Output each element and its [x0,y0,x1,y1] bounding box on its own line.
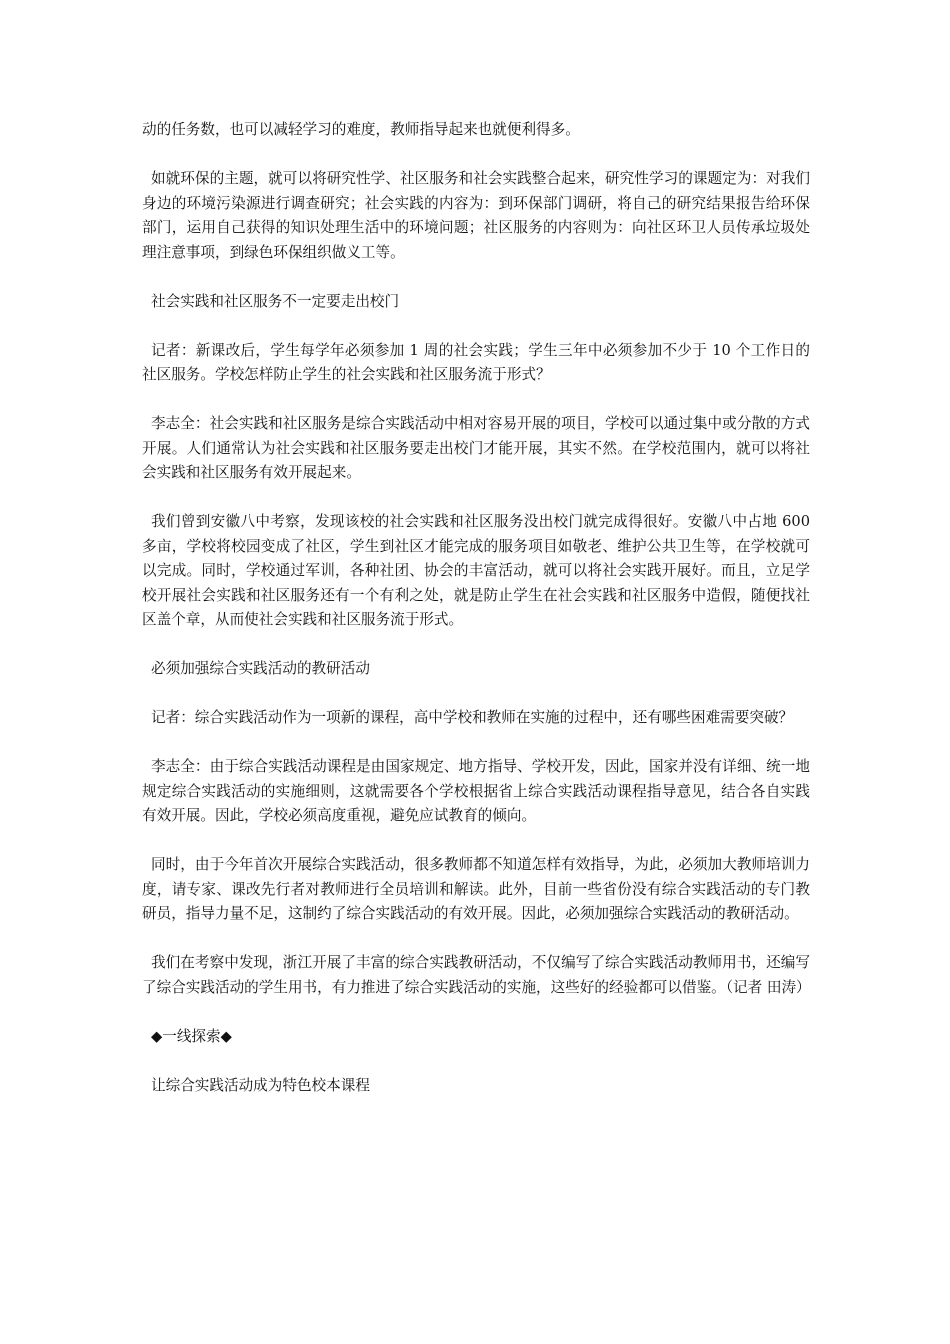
subheading-school-course: 让综合实践活动成为特色校本课程 [151,1076,370,1094]
paragraph-reporter-question-2: 记者：综合实践活动作为一项新的课程，高中学校和教师在实施的过程中，还有哪些困难需要突破？ [151,709,794,726]
paragraph-teacher-training: 同时，由于今年首次开展综合实践活动，很多教师都不知道怎样有效指导，为此，必须加大教师培训力度，请专家、课改先行者对教师进行全员培训和解读。此外，目前一些省份没有综合实践活动的专门教研员，指导力量不足，这制约了综合实践活动的有效开展。因此，必须加强综合实践活动的教研活动。 [142,856,810,922]
subheading-social-practice: 社会实践和社区服务不一定要走出校门 [151,292,400,310]
paragraph-environment-example: 如就环保的主题，就可以将研究性学、社区服务和社会实践整合起来，研究性学习的课题定为：对我们身边的环境污染源进行调查研究；社会实践的内容为：到环保部门调研，将自己的研究结果报告给环保部门，运用自己获得的知识处理生活中的环境问题；社区服务的内容则为：向社区环卫人员传承垃圾处理注意事项，到绿色环保组织做义工等。 [142,170,810,261]
diamond-right-icon: ◆ [220,1027,232,1045]
paragraph-zhejiang-example: 我们在考察中发现，浙江开展了丰富的综合实践教研活动，不仅编写了综合实践活动教师用书，还编写了综合实践活动的学生用书，有力推进了综合实践活动的实施，这些好的经验都可以借鉴。（记者 田涛） [142,954,811,996]
subheading-teaching-research: 必须加强综合实践活动的教研活动 [151,660,370,677]
section-marker [142,1025,810,1050]
paragraph-continuation: 动的任务数，也可以减轻学习的难度，教师指导起来也就便利得多。 [142,121,580,138]
paragraph-anhui-example: 我们曾到安徽八中考察，发现该校的社会实践和社区服务没出校门就完成得很好。安徽八中占地 600 多亩，学校将校园变成了社区，学生到社区才能完成的服务项目如敬老、维护公共卫生等，在学校就可以完成。同时，学校通过军训，各种社团、协会的丰富活动，就可以将社会实践开展好。而且，立足学校开展社会实践和社区服务还有一个有利之处，就是防止学生在社会实践和社区服务中造假，随便找社区盖个章，从而使社会实践和社区服务流于形式。 [142,513,810,628]
paragraph-answer-1: 李志全：社会实践和社区服务是综合实践活动中相对容易开展的项目，学校可以通过集中或分散的方式开展。人们通常认为社会实践和社区服务要走出校门才能开展，其实不然。在学校范围内，就可以将社会实践和社区服务有效开展起来。 [142,415,810,481]
document-page [142,118,810,1123]
paragraph-answer-2: 李志全：由于综合实践活动课程是由国家规定、地方指导、学校开发，因此，国家并没有详细、统一地规定综合实践活动的实施细则，这就需要各个学校根据省上综合实践活动课程指导意见，结合各自实践有效开展。因此，学校必须高度重视，避免应试教育的倾向。 [142,758,810,824]
diamond-left-icon: ◆ [151,1027,163,1045]
paragraph-reporter-question-1: 记者：新课改后，学生每学年必须参加 1 周的社会实践；学生三年中必须参加不少于 10 个工作日的社区服务。学校怎样防止学生的社会实践和社区服务流于形式？ [142,341,810,383]
section-title: 一线探索 [162,1027,221,1045]
